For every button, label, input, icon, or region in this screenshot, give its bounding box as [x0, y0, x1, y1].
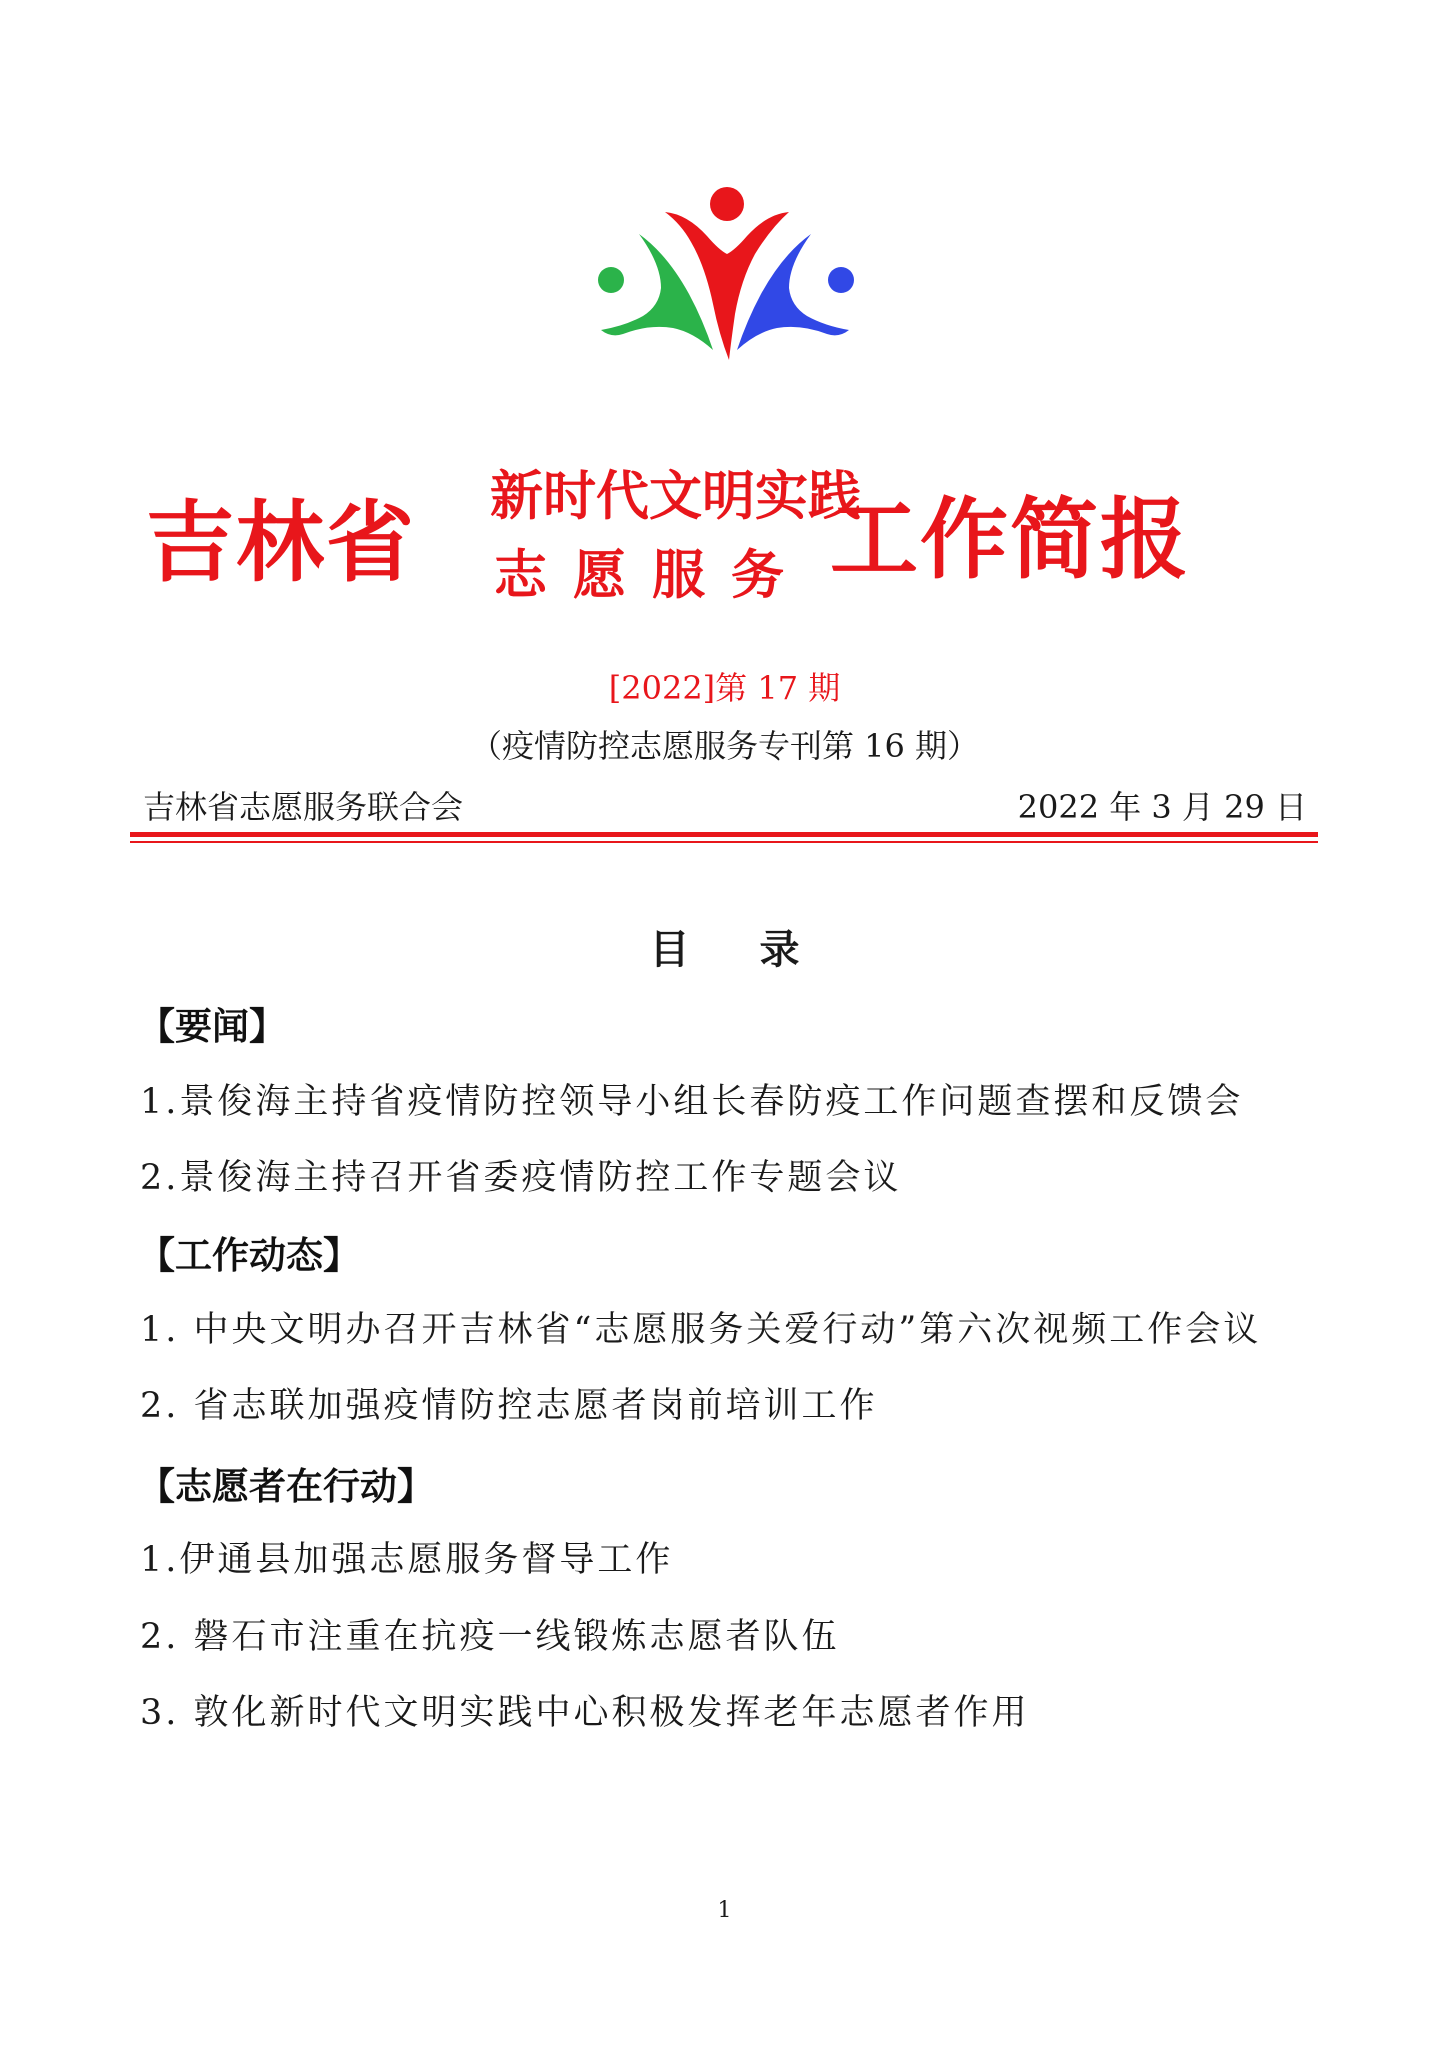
- toc-section-heading: 【工作动态】: [138, 1234, 360, 1277]
- toc-section-heading: 【志愿者在行动】: [138, 1465, 434, 1508]
- publisher-org: 吉林省志愿服务联合会: [143, 788, 464, 826]
- toc-title: 目录: [649, 927, 870, 973]
- masthead-subtitle-line2: 志愿服务: [494, 545, 810, 606]
- page-number: 1: [717, 1898, 732, 1923]
- toc-item: 2.景俊海主持召开省委疫情防控工作专题会议: [140, 1158, 902, 1198]
- publish-date: 2022 年 3 月 29 日: [1017, 788, 1307, 826]
- toc-item: 2. 省志联加强疫情防控志愿者岗前培训工作: [140, 1386, 878, 1426]
- header-divider-thick: [130, 832, 1318, 837]
- special-issue-note: （疫情防控志愿服务专刊第 16 期）: [469, 727, 980, 765]
- toc-item: 1. 中央文明办召开吉林省“志愿服务关爱行动”第六次视频工作会议: [140, 1310, 1262, 1350]
- toc-item: 1.伊通县加强志愿服务督导工作: [140, 1540, 674, 1580]
- masthead-subtitle-line1: 新时代文明实践: [490, 466, 861, 527]
- issue-number: [2022]第 17 期: [608, 669, 841, 707]
- toc-item: 3. 敦化新时代文明实践中心积极发挥老年志愿者作用: [140, 1693, 1030, 1733]
- toc-section-heading: 【要闻】: [138, 1005, 286, 1048]
- masthead-title: 工作简报: [830, 488, 1191, 591]
- header-divider-thin: [130, 841, 1318, 843]
- toc-item: 2. 磐石市注重在抗疫一线锻炼志愿者队伍: [140, 1617, 840, 1657]
- toc-item: 1.景俊海主持省疫情防控领导小组长春防疫工作问题查摆和反馈会: [140, 1082, 1244, 1122]
- masthead-province: 吉林省: [146, 491, 417, 594]
- volunteer-people-logo-icon: [595, 184, 855, 364]
